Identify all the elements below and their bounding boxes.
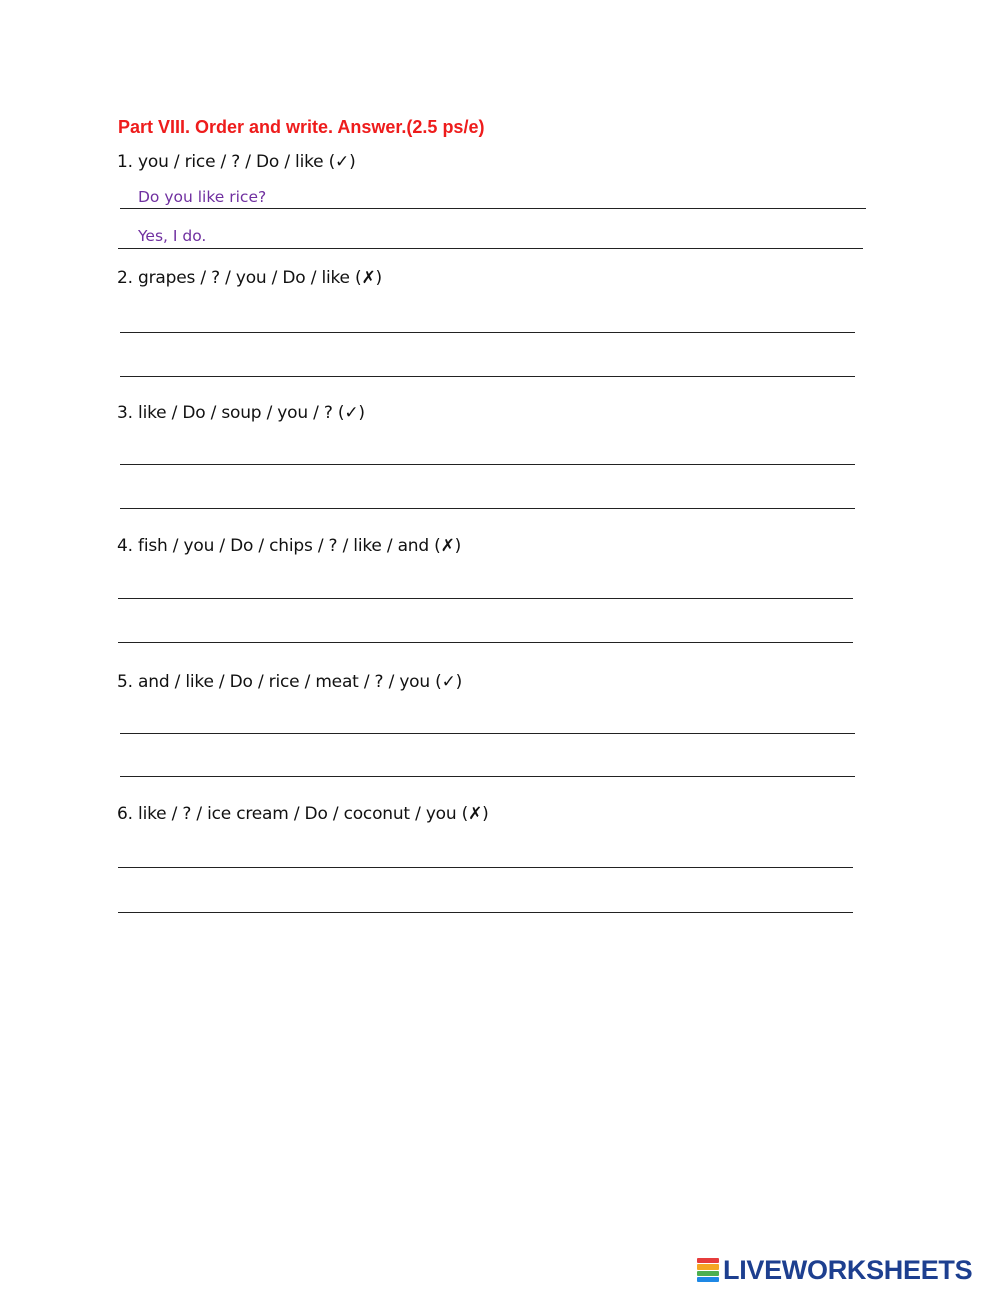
question-number: 3. bbox=[117, 403, 133, 423]
answer-line-1a bbox=[120, 208, 866, 209]
question-2 bbox=[117, 268, 382, 288]
question-number: 5. bbox=[117, 672, 133, 692]
answer-line-3a bbox=[120, 464, 855, 465]
question-number: 1. bbox=[117, 152, 133, 172]
answer-input-2a[interactable] bbox=[120, 302, 855, 332]
check-mark-icon: ✓ bbox=[441, 672, 456, 692]
answer-input-3a[interactable] bbox=[120, 434, 855, 464]
question-4 bbox=[117, 536, 461, 556]
question-prompt: and / like / Do / rice / meat / ? / you ( bbox=[138, 672, 442, 692]
question-1 bbox=[117, 152, 356, 172]
question-3 bbox=[117, 403, 365, 423]
logo-icon-block bbox=[697, 1258, 719, 1263]
answer-input-5a[interactable] bbox=[120, 703, 855, 733]
question-close: ) bbox=[358, 403, 365, 423]
answer-line-3b bbox=[120, 508, 855, 509]
question-close: ) bbox=[455, 672, 463, 692]
question-5 bbox=[117, 672, 462, 692]
answer-line-6b bbox=[118, 912, 853, 913]
logo-icon-block bbox=[697, 1277, 719, 1282]
answer-line-2b bbox=[120, 376, 855, 377]
question-number: 6. bbox=[117, 804, 133, 824]
answer-question-1[interactable]: Do you like rice? bbox=[138, 188, 267, 206]
question-number: 2. bbox=[117, 268, 133, 288]
question-close: ) bbox=[349, 152, 356, 172]
answer-input-5b[interactable] bbox=[120, 746, 855, 776]
answer-line-6a bbox=[118, 867, 853, 868]
question-prompt: like / Do / soup / you / ? ( bbox=[138, 403, 345, 423]
answer-input-4a[interactable] bbox=[120, 568, 855, 598]
question-prompt: you / rice / ? / Do / like ( bbox=[138, 152, 336, 172]
question-prompt: fish / you / Do / chips / ? / like / and ( bbox=[138, 536, 441, 556]
answer-input-3b[interactable] bbox=[120, 478, 855, 508]
cross-mark-icon: ✗ bbox=[361, 268, 376, 288]
question-prompt: grapes / ? / you / Do / like ( bbox=[138, 268, 362, 288]
answer-line-2a bbox=[120, 332, 855, 333]
question-prompt: like / ? / ice cream / Do / coconut / you ( bbox=[138, 804, 469, 824]
answer-line-5b bbox=[120, 776, 855, 777]
question-close: ) bbox=[375, 268, 382, 288]
answer-response-1[interactable]: Yes, I do. bbox=[138, 227, 207, 245]
check-mark-icon: ✓ bbox=[335, 152, 350, 172]
question-6 bbox=[117, 804, 489, 824]
answer-line-1b bbox=[118, 248, 863, 249]
answer-input-2b[interactable] bbox=[120, 346, 855, 376]
answer-input-6a[interactable] bbox=[120, 837, 855, 867]
answer-line-5a bbox=[120, 733, 855, 734]
question-close: ) bbox=[482, 804, 489, 824]
liveworksheets-logo bbox=[697, 1256, 972, 1284]
logo-text: LIVEWORKSHEETS bbox=[723, 1255, 973, 1285]
answer-line-4b bbox=[118, 642, 853, 643]
logo-icon-block bbox=[697, 1271, 719, 1276]
check-mark-icon: ✓ bbox=[344, 403, 359, 423]
answer-line-4a bbox=[118, 598, 853, 599]
page-title: Part VIII. Order and write. Answer.(2.5 ps/e) bbox=[118, 117, 485, 137]
question-number: 4. bbox=[117, 536, 133, 556]
cross-mark-icon: ✗ bbox=[440, 536, 455, 556]
question-close: ) bbox=[454, 536, 462, 556]
answer-input-4b[interactable] bbox=[120, 612, 855, 642]
answer-input-6b[interactable] bbox=[120, 882, 855, 912]
cross-mark-icon: ✗ bbox=[468, 804, 483, 824]
logo-icon-block bbox=[697, 1264, 719, 1269]
liveworksheets-logo-icon bbox=[697, 1258, 719, 1282]
